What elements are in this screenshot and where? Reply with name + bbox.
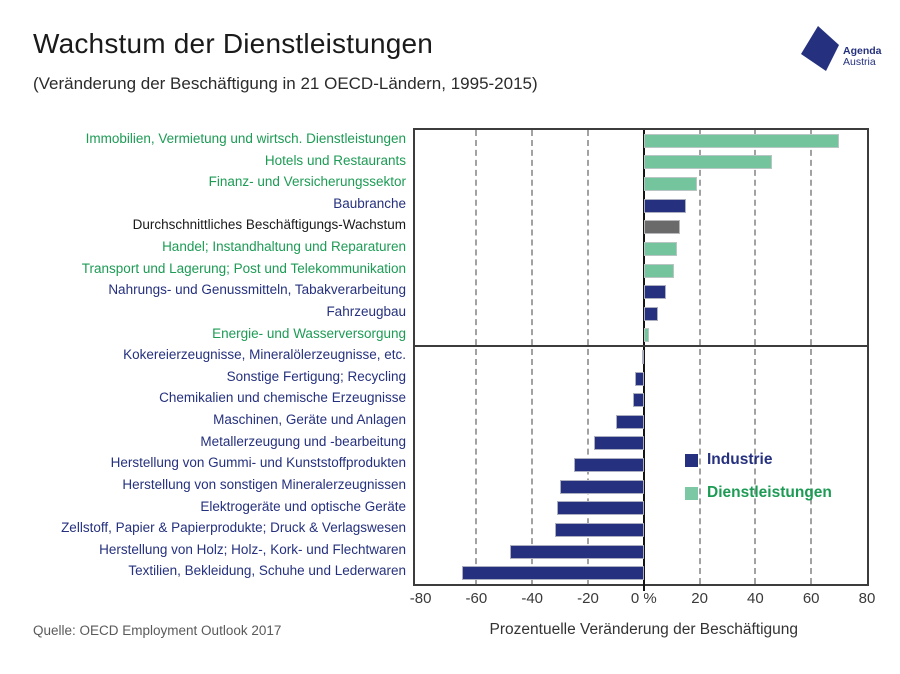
- gridline: [531, 130, 533, 584]
- category-label: Textilien, Bekleidung, Schuhe und Lederwaren: [128, 563, 406, 579]
- category-label: Energie- und Wasserversorgung: [212, 325, 406, 341]
- bar: [644, 155, 772, 169]
- x-axis-title: Prozentuelle Veränderung der Beschäftigung: [489, 621, 799, 638]
- logo-wordmark-line1: Agenda: [843, 45, 882, 57]
- category-label: Herstellung von Holz; Holz-, Kork- und Flechtwaren: [99, 541, 406, 557]
- bar: [644, 285, 666, 299]
- bar: [644, 177, 697, 191]
- bar: [642, 350, 644, 364]
- gridline: [754, 130, 756, 584]
- category-label: Chemikalien und chemische Erzeugnisse: [159, 390, 406, 406]
- legend-item: [685, 485, 832, 501]
- logo-wordmark-line2: Austria: [843, 56, 876, 68]
- category-label: Herstellung von sonstigen Mineralerzeugnissen: [122, 476, 406, 492]
- category-label: Sonstige Fertigung; Recycling: [226, 368, 406, 384]
- x-tick-label: 0 %: [630, 590, 657, 607]
- services-industry-divider-line: [415, 345, 867, 347]
- chart-title: Wachstum der Dienstleistungen: [33, 28, 434, 59]
- bar: [635, 372, 643, 386]
- bar: [644, 199, 686, 213]
- gridline: [587, 130, 589, 584]
- bar: [644, 220, 680, 234]
- legend-swatch: [685, 454, 698, 467]
- x-tick-label: -40: [521, 590, 544, 607]
- bar: [510, 545, 644, 559]
- category-label: Durchschnittliches Beschäftigungs-Wachstum: [132, 217, 406, 233]
- category-label: Zellstoff, Papier & Papierprodukte; Druck & Verlagswesen: [61, 520, 406, 536]
- agenda-austria-logo: [799, 24, 891, 76]
- bar: [560, 480, 644, 494]
- bar: [644, 328, 650, 342]
- bar: [557, 501, 643, 515]
- bar: [555, 523, 644, 537]
- bar: [574, 458, 644, 472]
- category-label: Fahrzeugbau: [326, 303, 406, 319]
- category-label: Immobilien, Vermietung und wirtsch. Dienstleistungen: [85, 131, 406, 146]
- x-tick-label: 60: [802, 590, 820, 607]
- x-tick-label: 20: [691, 590, 708, 607]
- chart-subtitle: (Veränderung der Beschäftigung in 21 OECD-Ländern, 1995-2015): [33, 74, 538, 93]
- bar: [633, 393, 644, 407]
- bar: [616, 415, 644, 429]
- legend-swatch: [685, 487, 698, 500]
- source-note: Quelle: OECD Employment Outlook 2017: [33, 623, 282, 638]
- category-label: Handel; Instandhaltung und Reparaturen: [162, 239, 406, 255]
- bar: [594, 436, 644, 450]
- x-tick-label: -80: [409, 590, 432, 607]
- legend-label: Dienstleistungen: [707, 484, 832, 501]
- category-label: Herstellung von Gummi- und Kunststoffprodukten: [110, 455, 406, 471]
- x-tick-label: 80: [858, 590, 876, 607]
- logo-flag-icon: [799, 24, 841, 74]
- plot-area: [413, 128, 869, 586]
- category-label: Finanz- und Versicherungssektor: [208, 174, 406, 190]
- bar: [644, 264, 675, 278]
- category-label: Baubranche: [333, 195, 406, 211]
- bar: [462, 566, 643, 580]
- category-label: Metallerzeugung und -bearbeitung: [200, 433, 406, 449]
- category-label: Kokereierzeugnisse, Mineralölerzeugnisse, etc.: [123, 347, 406, 363]
- category-label: Transport und Lagerung; Post und Telekommunikation: [81, 260, 406, 276]
- legend-item: [685, 452, 772, 468]
- legend-label: Industrie: [707, 451, 773, 468]
- gridline: [699, 130, 701, 584]
- category-label: Hotels und Restaurants: [264, 152, 406, 168]
- x-tick-label: -20: [577, 590, 599, 607]
- gridline: [475, 130, 477, 584]
- x-tick-label: -60: [465, 590, 488, 607]
- bar: [644, 134, 839, 148]
- category-label: Elektrogeräte und optische Geräte: [200, 498, 406, 514]
- bar: [644, 242, 677, 256]
- logo-text: [843, 46, 882, 68]
- category-label: Nahrungs- und Genussmitteln, Tabakverarbeitung: [108, 282, 406, 298]
- x-tick-label: 40: [747, 590, 764, 607]
- gridline: [810, 130, 812, 584]
- category-label: Maschinen, Geräte und Anlagen: [213, 412, 406, 428]
- bar: [644, 307, 658, 321]
